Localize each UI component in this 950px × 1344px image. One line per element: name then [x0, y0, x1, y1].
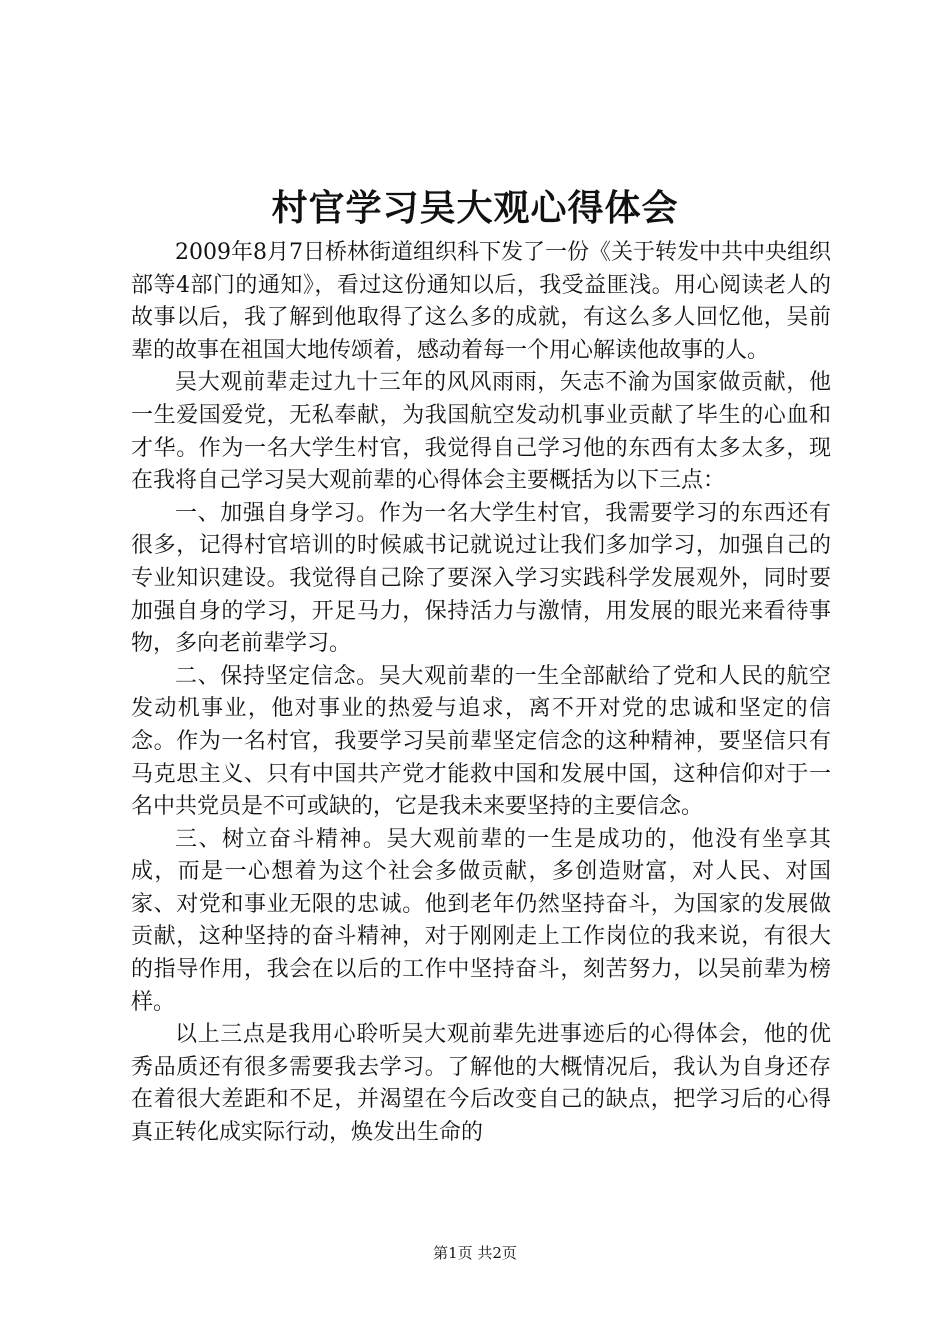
- paragraph-1: 2009年8月7日桥林街道组织科下发了一份《关于转发中共中央组织部等4部门的通知》，看过这份通知以后，我受益匪浅。用心阅读老人的故事以后，我了解到他取得了这么多的成就，有这么多人回忆他，吴前辈的故事在祖国大地传颂着，感动着每一个用心解读他故事的人。: [131, 240, 831, 363]
- document-body: [131, 237, 831, 1150]
- paragraph-4: 二、保持坚定信念。吴大观前辈的一生全部献给了党和人民的航空发动机事业，他对事业的热爱与追求，离不开对党的忠诚和坚定的信念。作为一名村官，我要学习吴前辈坚定信念的这种精神，要坚信只有马克思主义、只有中国共产党才能救中国和发展中国，这种信仰对于一名中共党员是不可或缺的，它是我未来要坚持的主要信念。: [131, 663, 831, 820]
- paragraph-2: 吴大观前辈走过九十三年的风风雨雨，矢志不渝为国家做贡献，他一生爱国爱党，无私奉献，为我国航空发动机事业贡献了毕生的心血和才华。作为一名大学生村官，我觉得自己学习他的东西有太多太多，现在我将自己学习吴大观前辈的心得体会主要概括为以下三点：: [131, 370, 831, 494]
- paragraph-3: 一、加强自身学习。作为一名大学生村官，我需要学习的东西还有很多，记得村官培训的时候戚书记就说过让我们多加学习，加强自己的专业知识建设。我觉得自己除了要深入学习实践科学发展观外，同时要加强自身的学习，开足马力，保持活力与激情，用发展的眼光来看待事物，多向老前辈学习。: [131, 500, 831, 657]
- document-title: 村官学习吴大观心得体会: [271, 187, 679, 229]
- paragraph-6: 以上三点是我用心聆听吴大观前辈先进事迹后的心得体会，他的优秀品质还有很多需要我去学习。了解他的大概情况后，我认为自身还存在着很大差距和不足，并渴望在今后改变自己的缺点，把学习后的心得真正转化成实际行动，焕发出生命的: [131, 1022, 831, 1146]
- paragraph-5: 三、树立奋斗精神。吴大观前辈的一生是成功的，他没有坐享其成，而是一心想着为这个社会多做贡献，多创造财富，对人民、对国家、对党和事业无限的忠诚。他到老年仍然坚持奋斗，为国家的发展做贡献，这种坚持的奋斗精神，对于刚刚走上工作岗位的我来说，有很大的指导作用，我会在以后的工作中坚持奋斗，刻苦努力，以吴前辈为榜样。: [131, 826, 831, 1015]
- page-number-footer: 第1页 共2页: [433, 1244, 517, 1262]
